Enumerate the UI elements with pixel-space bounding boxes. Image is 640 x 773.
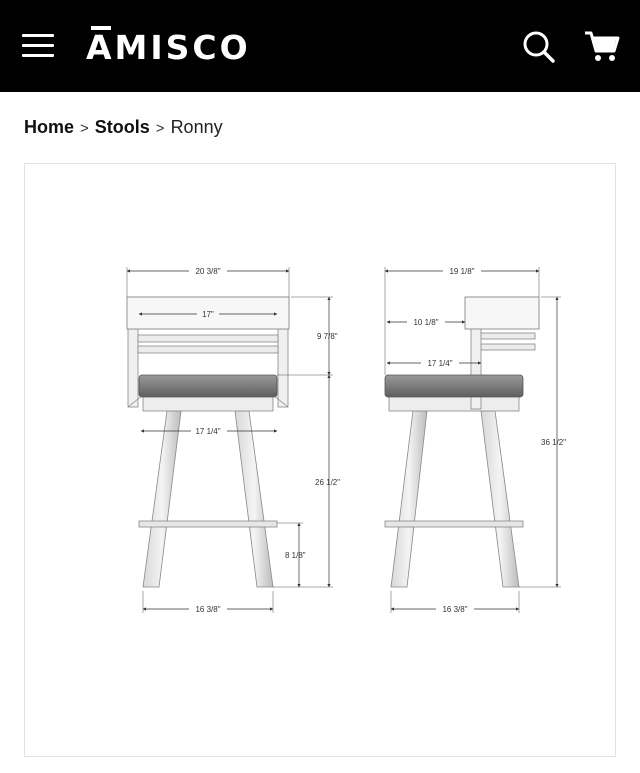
front-base-width-label: 16 3/8"	[195, 605, 221, 614]
seat-depth-label: 17 1/4"	[427, 359, 453, 368]
stool-dimension-diagram	[25, 164, 615, 756]
site-header	[0, 0, 640, 92]
seat-height-label: 26 1/2"	[315, 478, 341, 487]
search-icon[interactable]	[522, 30, 556, 64]
hamburger-menu-icon[interactable]	[22, 32, 54, 58]
breadcrumb-separator: >	[155, 120, 165, 137]
back-height-label: 9 7/8"	[317, 332, 338, 341]
breadcrumb-home-link[interactable]: Home	[24, 117, 75, 137]
back-inner-width-label: 17"	[202, 310, 214, 319]
front-view	[127, 266, 340, 614]
front-width-label: 20 3/8"	[195, 267, 221, 276]
side-depth-label: 19 1/8"	[449, 267, 475, 276]
breadcrumb-stools-link[interactable]: Stools	[94, 117, 150, 137]
overall-height-label: 36 1/2"	[541, 438, 567, 447]
brand-logo[interactable]: AMISCO	[86, 28, 251, 67]
breadcrumb	[24, 114, 223, 140]
dimension-drawing	[24, 163, 616, 757]
cart-icon[interactable]	[584, 30, 620, 64]
arm-depth-label: 10 1/8"	[413, 318, 439, 327]
side-base-depth-label: 16 3/8"	[442, 605, 468, 614]
footrest-height-label: 8 1/8"	[285, 551, 306, 560]
breadcrumb-separator: >	[80, 120, 89, 137]
side-view	[385, 266, 566, 614]
breadcrumb-current: Ronny	[170, 117, 223, 137]
seat-width-label: 17 1/4"	[195, 427, 221, 436]
